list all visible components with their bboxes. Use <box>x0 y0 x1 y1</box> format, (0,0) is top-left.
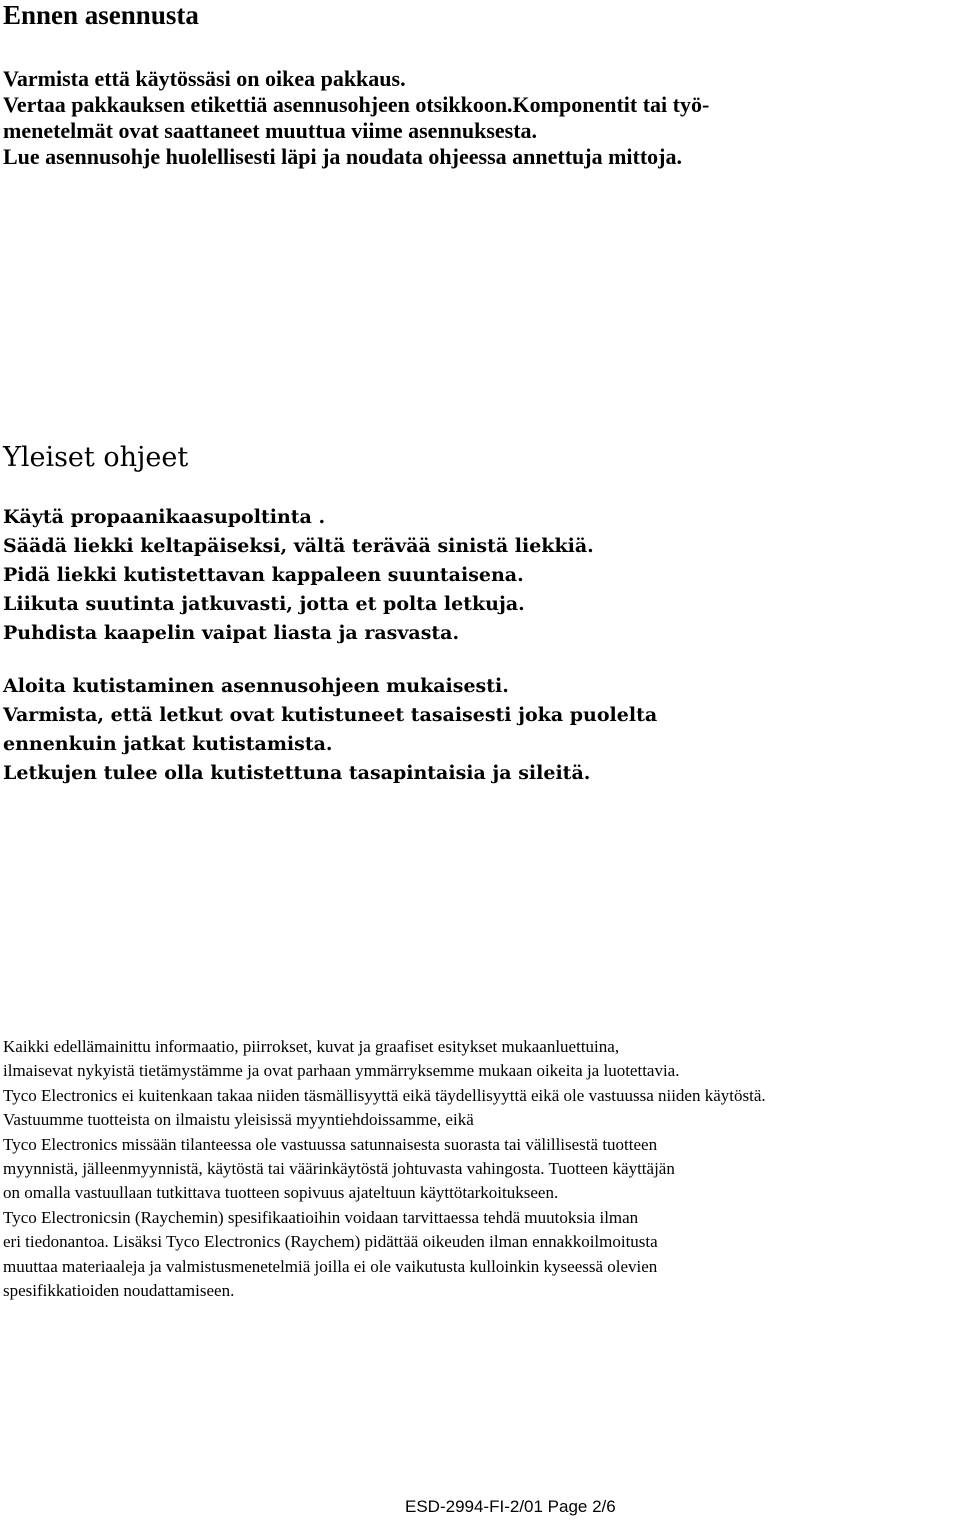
shrink-instructions-list <box>3 672 657 788</box>
disclaimer-line: on omalla vastuullaan tutkittava tuotteen sopivuus ajateltuun käyttötarkoitukseen. <box>3 1183 559 1203</box>
instruction-line: Liikuta suutinta jatkuvasti, jotta et polta letkuja. <box>3 593 525 615</box>
page-footer: ESD-2994-FI-2/01 Page 2/6 <box>405 1497 616 1516</box>
instruction-line: Puhdista kaapelin vaipat liasta ja rasvasta. <box>3 622 460 644</box>
instruction-line: Säädä liekki keltapäiseksi, vältä terävää sinistä liekkiä. <box>3 535 594 557</box>
disclaimer-line: muuttaa materiaaleja ja valmistusmenetelmiä joilla ei ole vaikutusta kulloinkin kyseessä olevien <box>3 1256 658 1276</box>
intro-line: Vertaa pakkauksen etikettiä asennusohjeen otsikkoon.Komponentit tai työ- <box>3 92 710 117</box>
disclaimer-line: spesifikkatioiden noudattamiseen. <box>3 1281 235 1301</box>
instruction-line: Pidä liekki kutistettavan kappaleen suuntaisena. <box>3 564 524 586</box>
intro-line: Lue asennusohje huolellisesti läpi ja noudata ohjeessa annettuja mittoja. <box>3 144 683 169</box>
general-instructions-list <box>3 503 594 648</box>
general-instructions-title: Yleiset ohjeet <box>3 442 189 473</box>
disclaimer-line: Tyco Electronics ei kuitenkaan takaa niiden täsmällisyyttä eikä täydellisyyttä eikä ole vastuussa niiden käytöstä. <box>3 1085 766 1105</box>
disclaimer-line: myynnistä, jälleenmyynnistä, käytöstä tai väärinkäytöstä johtuvasta vahingosta. Tuotteen käyttäjän <box>3 1159 675 1179</box>
intro-line: menetelmät ovat saattaneet muuttua viime asennuksesta. <box>3 118 538 143</box>
disclaimer-line: Kaikki edellämainittu informaatio, piirrokset, kuvat ja graafiset esitykset mukaanluettuina, <box>3 1037 620 1056</box>
instruction-line: Varmista, että letkut ovat kutistuneet tasaisesti joka puolelta <box>3 704 658 726</box>
disclaimer-line: Tyco Electronics missään tilanteessa ole vastuussa satunnaisesta suorasta tai välillisestä tuotteen <box>3 1134 658 1154</box>
page-title: Ennen asennusta <box>3 0 199 30</box>
disclaimer <box>3 1035 766 1303</box>
disclaimer-line: ilmaisevat nykyistä tietämystämme ja ovat parhaan ymmärryksemme mukaan oikeita ja luotettavia. <box>3 1061 680 1081</box>
instruction-line: Aloita kutistaminen asennusohjeen mukaisesti. <box>3 675 509 697</box>
intro-section <box>3 66 709 170</box>
disclaimer-line: eri tiedonantoa. Lisäksi Tyco Electronics (Raychem) pidättää oikeuden ilman ennakkoilmoitusta <box>3 1232 658 1252</box>
intro-line: Varmista että käytössäsi on oikea pakkaus. <box>3 66 406 91</box>
instruction-line: Letkujen tulee olla kutistettuna tasapintaisia ja sileitä. <box>3 762 591 784</box>
instruction-line: ennenkuin jatkat kutistamista. <box>3 733 333 755</box>
disclaimer-line: Tyco Electronicsin (Raychemin) spesifikaatioihin voidaan tarvittaessa tehdä muutoksia ilman <box>3 1207 639 1227</box>
disclaimer-line: Vastuumme tuotteista on ilmaistu yleisissä myyntiehdoissamme, eikä <box>3 1110 474 1130</box>
instruction-line: Käytä propaanikaasupoltinta . <box>3 506 326 528</box>
